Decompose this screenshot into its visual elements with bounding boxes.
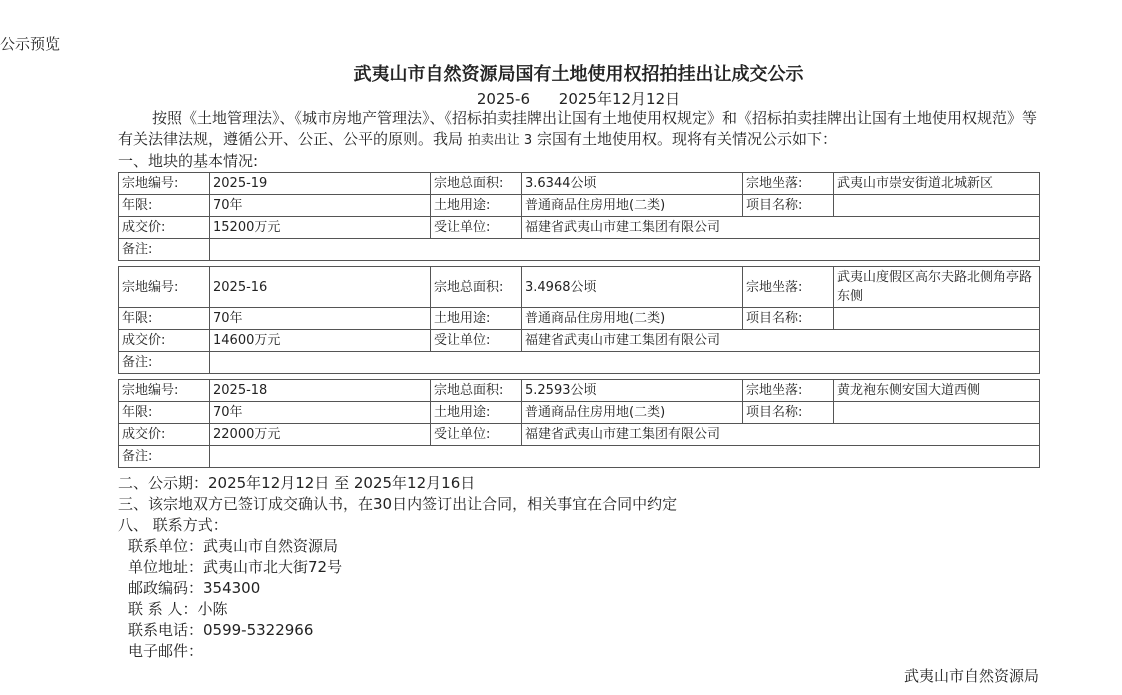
remark-value <box>210 239 1040 261</box>
usage-value: 普通商品住房用地(二类) <box>522 402 743 424</box>
contact-address: 单位地址：武夷山市北大街72号 <box>128 558 343 576</box>
label-area: 宗地总面积: <box>431 173 522 195</box>
parcel-row <box>119 308 1040 330</box>
intro-paragraph <box>118 108 1039 151</box>
section-contract: 三、该宗地双方已签订成交确认书，在30日内签订出让合同，相关事宜在合同中约定 <box>118 495 678 513</box>
label-parcel-no: 宗地编号: <box>119 380 210 402</box>
parcel-row <box>119 239 1040 261</box>
term-value: 70年 <box>210 308 431 330</box>
section-publicity-period: 二、公示期：2025年12月12日 至 2025年12月16日 <box>118 474 476 492</box>
term-value: 70年 <box>210 402 431 424</box>
label-buyer: 受让单位: <box>431 424 522 446</box>
location-value: 武夷山度假区高尔夫路北侧角亭路东侧 <box>834 267 1040 308</box>
parcel-row <box>119 402 1040 424</box>
label-location: 宗地坐落: <box>743 173 834 195</box>
label-term: 年限: <box>119 402 210 424</box>
intro-text-a: 按照《土地管理法》、《城市房地产管理法》、《招标拍卖挂牌出让国有土地使用权规定》和《招标拍卖挂牌出让国有土地使用权规范》等有关法律法规，遵循公开、公正、公平的原则。我局 <box>118 109 1038 148</box>
announcement-document <box>118 58 1039 662</box>
area-value: 5.2593公顷 <box>522 380 743 402</box>
parcel-table <box>118 172 1040 261</box>
parcel-no-value: 2025-19 <box>210 173 431 195</box>
label-remark: 备注: <box>119 446 210 468</box>
parcel-row <box>119 173 1040 195</box>
label-project: 项目名称: <box>743 195 834 217</box>
price-value: 15200万元 <box>210 217 431 239</box>
area-value: 3.4968公顷 <box>522 267 743 308</box>
label-buyer: 受让单位: <box>431 217 522 239</box>
price-value: 14600万元 <box>210 330 431 352</box>
parcel-table <box>118 379 1040 468</box>
parcel-row <box>119 267 1040 308</box>
usage-value: 普通商品住房用地(二类) <box>522 195 743 217</box>
parcel-row <box>119 330 1040 352</box>
label-price: 成交价: <box>119 330 210 352</box>
label-remark: 备注: <box>119 239 210 261</box>
parcel-table <box>118 266 1040 374</box>
parcel-row <box>119 195 1040 217</box>
remark-value <box>210 446 1040 468</box>
remark-value <box>210 352 1040 374</box>
label-area: 宗地总面积: <box>431 267 522 308</box>
parcel-row <box>119 424 1040 446</box>
label-term: 年限: <box>119 308 210 330</box>
usage-value: 普通商品住房用地(二类) <box>522 308 743 330</box>
label-parcel-no: 宗地编号: <box>119 173 210 195</box>
label-remark: 备注: <box>119 352 210 374</box>
label-usage: 土地用途: <box>431 195 522 217</box>
document-title: 武夷山市自然资源局国有土地使用权招拍挂出让成交公示 <box>353 64 804 85</box>
label-buyer: 受让单位: <box>431 330 522 352</box>
document-date: 2025年12月12日 <box>558 90 681 108</box>
buyer-value: 福建省武夷山市建工集团有限公司 <box>522 330 1040 352</box>
term-value: 70年 <box>210 195 431 217</box>
project-value <box>834 402 1040 424</box>
parcel-row <box>119 446 1040 468</box>
section-contact: 八、 联系方式： <box>118 516 228 534</box>
price-value: 22000万元 <box>210 424 431 446</box>
project-value <box>834 308 1040 330</box>
contact-phone: 联系电话：0599-5322966 <box>128 621 314 639</box>
parcel-no-value: 2025-18 <box>210 380 431 402</box>
buyer-value: 福建省武夷山市建工集团有限公司 <box>522 217 1040 239</box>
parcel-row <box>119 352 1040 374</box>
area-value: 3.6344公顷 <box>522 173 743 195</box>
document-subtitle <box>118 88 1039 110</box>
document-number: 2025-6 <box>476 90 530 108</box>
intro-text-b: 宗国有土地使用权。现将有关情况公示如下： <box>536 130 837 148</box>
location-value: 武夷山市崇安街道北城新区 <box>834 173 1040 195</box>
contact-person: 联 系 人：小陈 <box>128 600 228 618</box>
intro-text-small: 拍卖出让 3 <box>467 133 533 148</box>
parcel-tables <box>118 172 1039 468</box>
label-usage: 土地用途: <box>431 308 522 330</box>
label-project: 项目名称: <box>743 308 834 330</box>
project-value <box>834 195 1040 217</box>
page-label: 公示预览 <box>0 35 61 53</box>
label-usage: 土地用途: <box>431 402 522 424</box>
contact-email: 电子邮件： <box>128 642 204 660</box>
parcel-no-value: 2025-16 <box>210 267 431 308</box>
label-location: 宗地坐落: <box>743 267 834 308</box>
buyer-value: 福建省武夷山市建工集团有限公司 <box>522 424 1040 446</box>
contact-unit: 联系单位：武夷山市自然资源局 <box>128 537 339 555</box>
section-basic-info: 一、地块的基本情况: <box>118 152 259 170</box>
label-location: 宗地坐落: <box>743 380 834 402</box>
label-price: 成交价: <box>119 217 210 239</box>
contact-postcode: 邮政编码：354300 <box>128 579 261 597</box>
location-value: 黄龙袍东侧安国大道西侧 <box>834 380 1040 402</box>
label-term: 年限: <box>119 195 210 217</box>
parcel-row <box>119 217 1040 239</box>
label-parcel-no: 宗地编号: <box>119 267 210 308</box>
label-price: 成交价: <box>119 424 210 446</box>
footer-signature: 武夷山市自然资源局 <box>903 667 1039 685</box>
parcel-row <box>119 380 1040 402</box>
label-project: 项目名称: <box>743 402 834 424</box>
label-area: 宗地总面积: <box>431 380 522 402</box>
